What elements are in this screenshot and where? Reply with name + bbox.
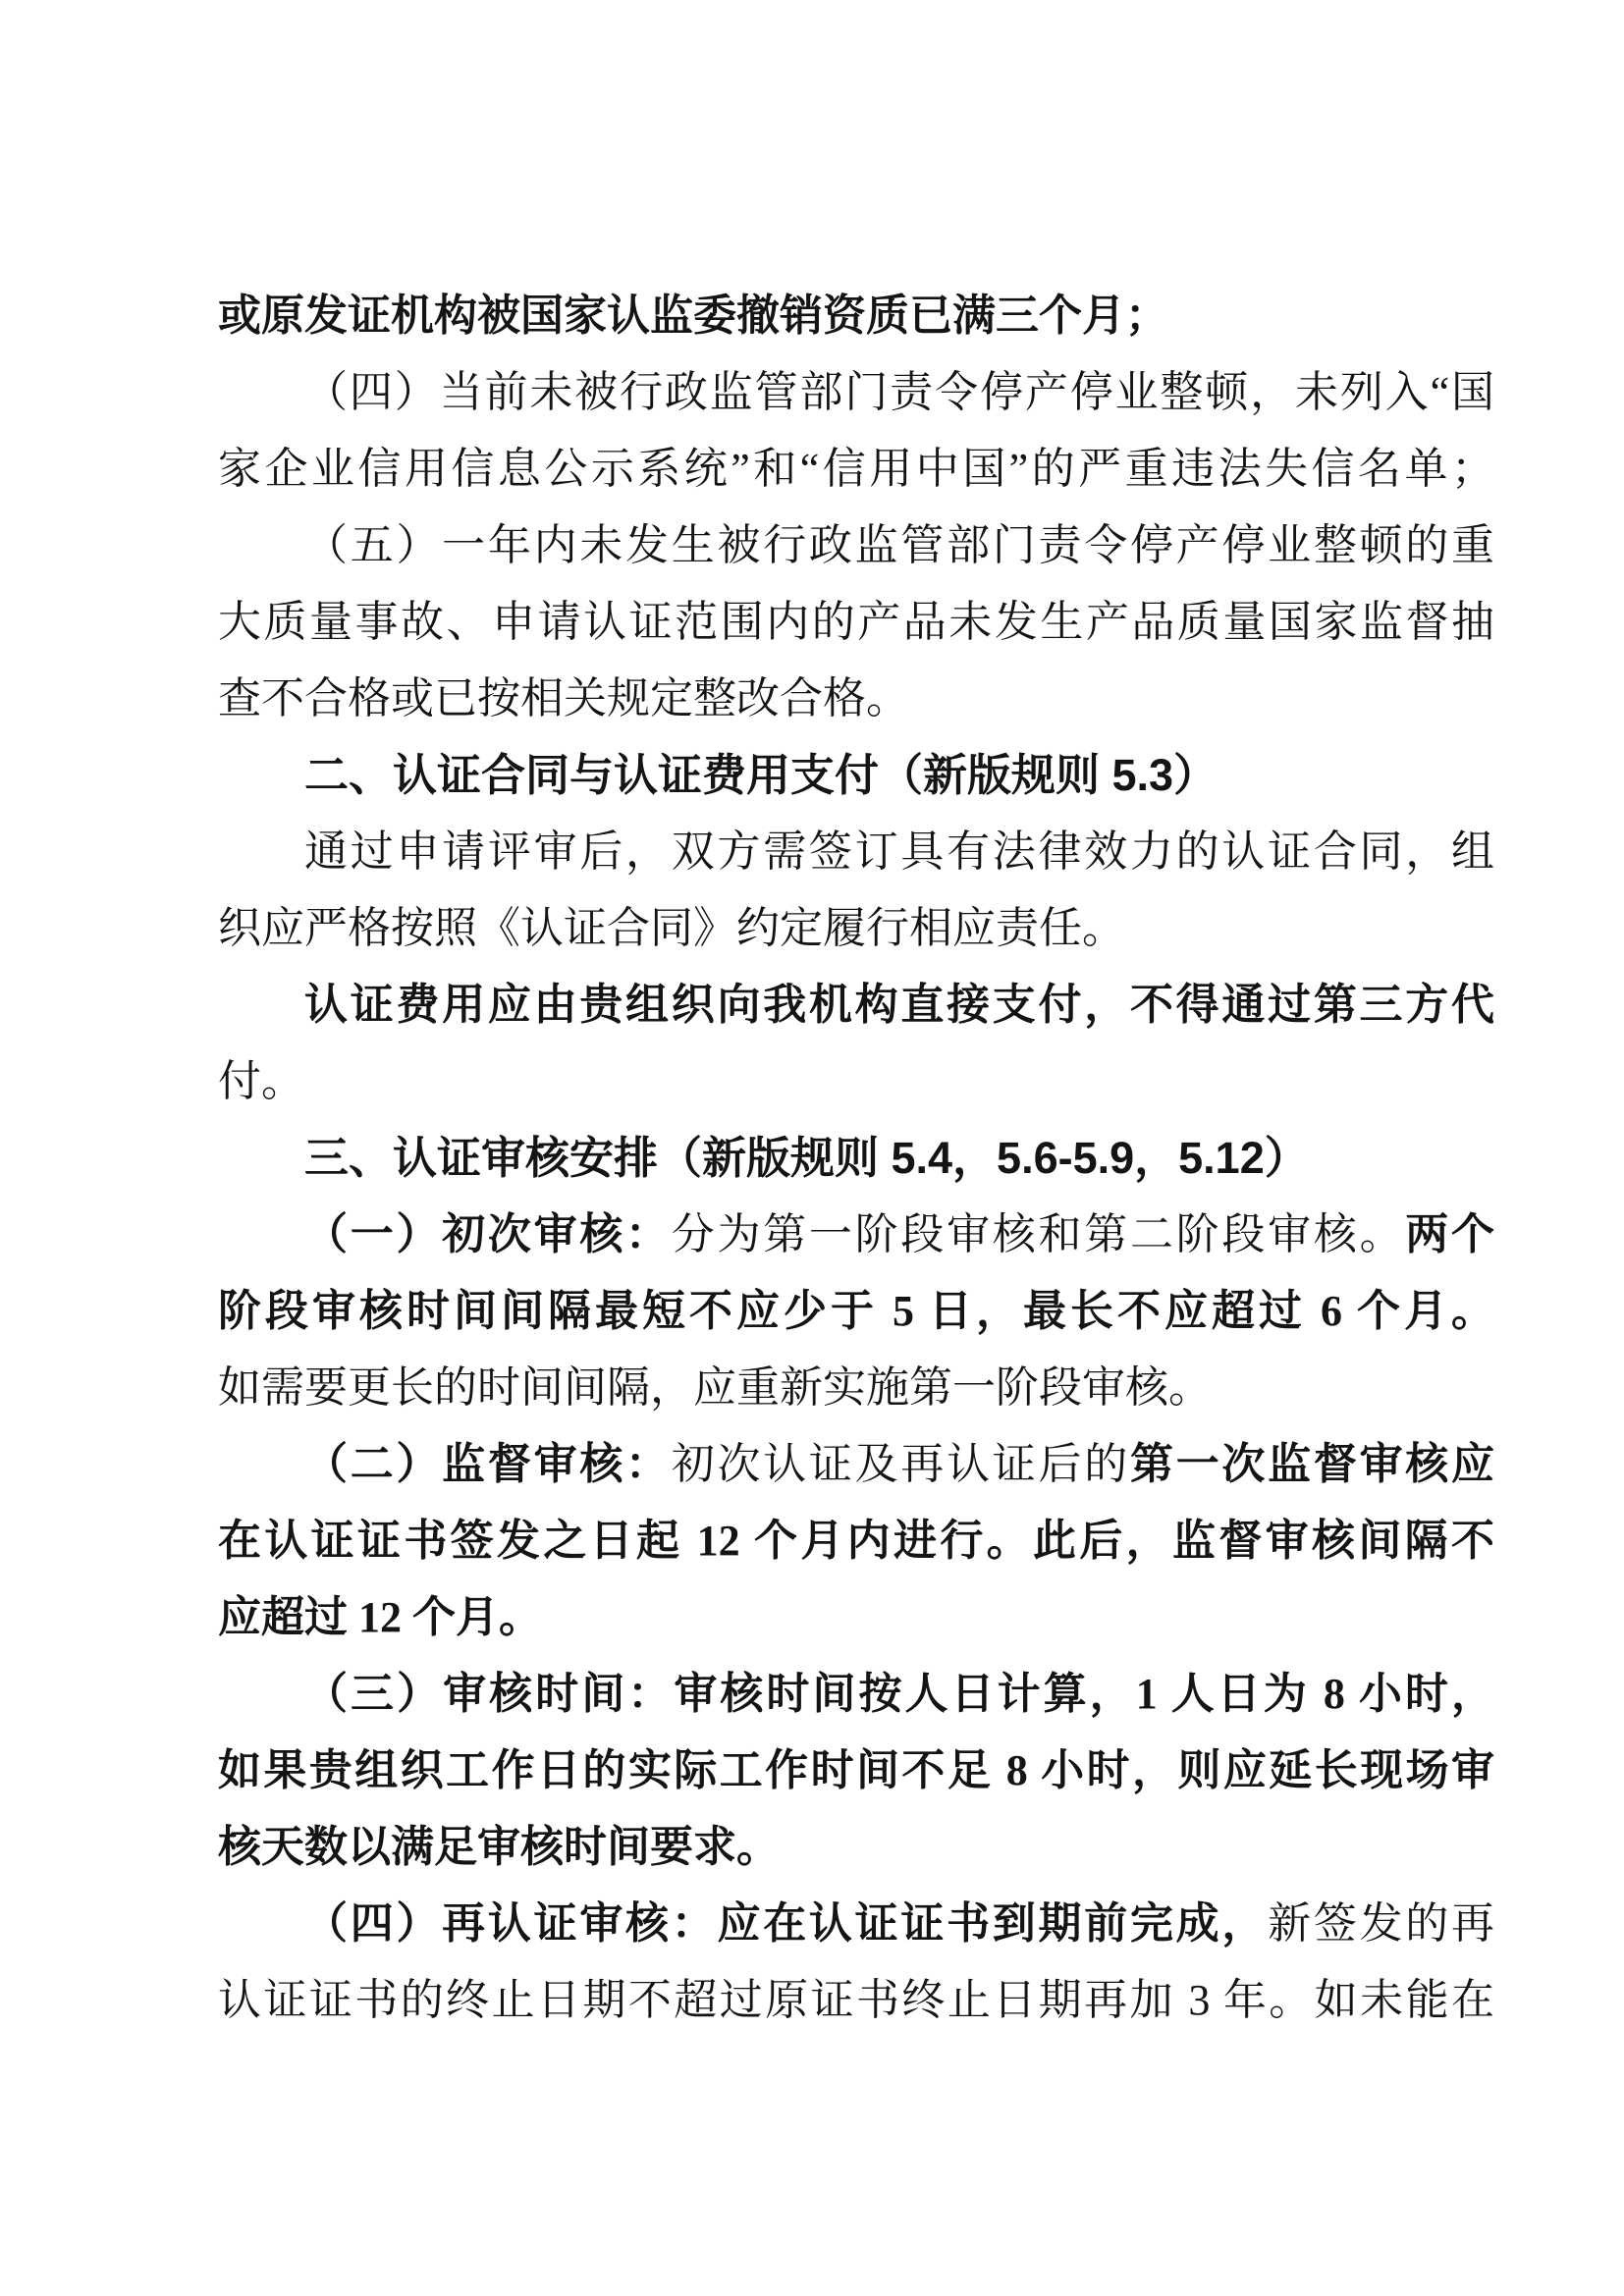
text-run: （五）一年内未发生被行政监管部门责令停产停业整顿的重	[304, 521, 1494, 569]
document-body	[218, 278, 1494, 2039]
text-run: 三、认证审核安排（新版规则 5.4，5.6-5.9，5.12）	[304, 1133, 1309, 1183]
text-line	[218, 967, 1494, 1043]
text-run: 二、认证合同与认证费用支付（新版规则 5.3）	[304, 750, 1218, 800]
text-run: 核天数以满足审核时间要求。	[218, 1823, 780, 1871]
text-run: 大质量事故、申请认证范围内的产品未发生产品质量国家监督抽	[218, 598, 1494, 646]
text-run: 新签发的再	[1268, 1899, 1495, 1948]
text-run: 织应严格按照《认证合同》约定履行相应责任。	[218, 904, 1125, 952]
text-line	[218, 1579, 1494, 1656]
text-line	[218, 431, 1494, 507]
text-line	[218, 890, 1494, 967]
text-line	[218, 1886, 1494, 1962]
text-run: 第一次监督审核应	[1129, 1440, 1495, 1488]
text-run: 初次认证及再认证后的	[671, 1440, 1130, 1488]
text-run: 如果贵组织工作日的实际工作时间不足 8 小时，则应延长现场审	[218, 1746, 1494, 1794]
text-line	[218, 1809, 1494, 1886]
text-line	[218, 584, 1494, 661]
text-run: 认证费用应由贵组织向我机构直接支付，不得通过第三方代	[304, 981, 1494, 1029]
text-run: 两个	[1405, 1210, 1495, 1258]
text-run: 通过申请评审后，双方需签订具有法律效力的认证合同，组	[304, 828, 1494, 876]
section-heading	[218, 1120, 1494, 1197]
text-run: 如需要更长的时间间隔，应重新实施第一阶段审核。	[218, 1363, 1212, 1412]
text-line	[218, 1197, 1494, 1273]
text-run: 或原发证机构被国家认监委撤销资质已满三个月；	[218, 292, 1168, 340]
text-run: 阶段审核时间间隔最短不应少于 5 日，最长不应超过 6 个月。	[218, 1287, 1494, 1335]
text-line	[218, 507, 1494, 584]
text-line	[218, 278, 1494, 354]
text-run: 查不合格或已按相关规定整改合格。	[218, 674, 909, 722]
text-run: （四）当前未被行政监管部门责令停产停业整顿，未列入“国	[304, 368, 1494, 416]
text-line	[218, 1656, 1494, 1733]
text-run: 认证证书的终止日期不超过原证书终止日期再加 3 年。如未能在	[218, 1976, 1494, 2024]
text-run: 在认证证书签发之日起 12 个月内进行。此后，监督审核间隔不	[218, 1517, 1494, 1565]
section-heading	[218, 737, 1494, 814]
text-line	[218, 1350, 1494, 1426]
text-line	[218, 354, 1494, 431]
text-run: （四）再认证审核：应在认证证书到期前完成，	[304, 1899, 1269, 1948]
text-run: 应超过 12 个月。	[218, 1593, 542, 1641]
text-run: 家企业信用信息公示系统”和“信用中国”的严重违法失信名单；	[218, 445, 1494, 493]
text-run: （三）审核时间：	[304, 1670, 675, 1718]
text-line	[218, 1503, 1494, 1579]
text-line	[218, 1733, 1494, 1809]
text-line	[218, 1043, 1494, 1120]
text-line	[218, 1962, 1494, 2039]
text-line	[218, 814, 1494, 890]
text-line	[218, 661, 1494, 737]
text-line	[218, 1273, 1494, 1350]
text-run: （一）初次审核：	[304, 1210, 672, 1258]
text-run: 付。	[218, 1057, 304, 1105]
text-run: （二）监督审核：	[304, 1440, 672, 1488]
text-run: 审核时间按人日计算，1 人日为 8 小时，	[674, 1670, 1495, 1718]
text-run: 分为第一阶段审核和第二阶段审核。	[671, 1210, 1406, 1258]
text-line	[218, 1426, 1494, 1503]
